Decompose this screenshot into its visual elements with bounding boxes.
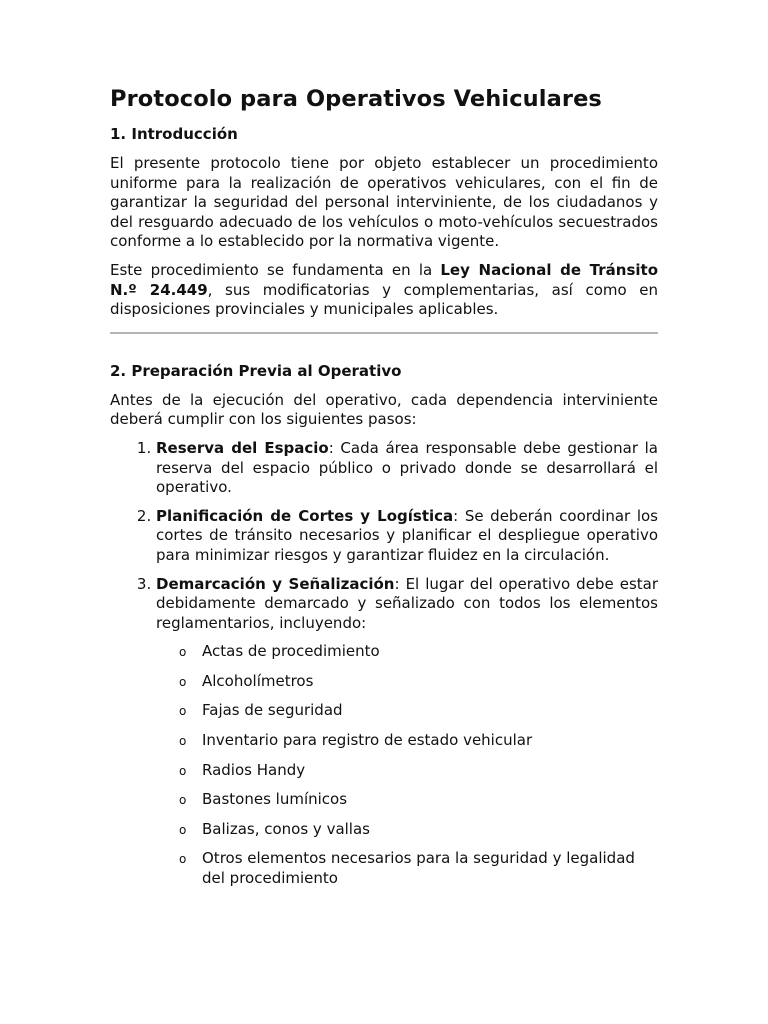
circle-bullet-icon: o bbox=[179, 822, 187, 837]
list-item-text: Fajas de seguridad bbox=[202, 701, 343, 720]
circle-bullet-icon: o bbox=[179, 645, 187, 660]
step-text: : Cada área responsable debe gestionar la reserva del espacio público o privado donde se desarrollará el operativo. bbox=[156, 438, 658, 497]
step-title: Demarcación y Señalización bbox=[156, 574, 395, 593]
list-item-text: Bastones lumínicos bbox=[202, 790, 348, 809]
list-item-text: Inventario para registro de estado vehicular bbox=[202, 731, 533, 750]
law-reference: Ley Nacional de Tránsito N.º 24.449 bbox=[110, 260, 659, 299]
step-text: : El lugar del operativo debe estar debidamente demarcado y señalizado con todos los elementos reglamentarios, incluyendo: bbox=[156, 574, 658, 632]
step-demarcacion-senalizacion bbox=[156, 575, 658, 889]
circle-bullet-icon: o bbox=[179, 763, 187, 778]
section-heading-introduccion: 1. Introducción bbox=[110, 125, 238, 143]
circle-bullet-icon: o bbox=[179, 852, 187, 867]
step-text: : Se deberán coordinar los cortes de tránsito necesarios y planificar el despliegue operativo para minimizar riesgos y garantizar fluidez en la circulación. bbox=[156, 506, 658, 564]
list-item-text: Alcoholímetros bbox=[202, 671, 314, 690]
list-item bbox=[179, 849, 658, 888]
section-heading-preparacion: 2. Preparación Previa al Operativo bbox=[110, 361, 402, 380]
list-item-text: Actas de procedimiento bbox=[202, 642, 380, 661]
legal-basis-text-end: , sus modificatorias y complementarias, así como en disposiciones provinciales y municipales aplicables. bbox=[110, 280, 658, 319]
list-item bbox=[179, 671, 658, 692]
required-elements-list bbox=[156, 642, 658, 888]
list-item bbox=[179, 642, 658, 662]
circle-bullet-icon: o bbox=[179, 704, 187, 719]
section-divider bbox=[110, 332, 658, 334]
step-title: Reserva del Espacio bbox=[156, 438, 329, 457]
step-planificacion-cortes bbox=[156, 507, 658, 566]
step-title: Planificación de Cortes y Logística bbox=[156, 506, 454, 525]
document-title: Protocolo para Operativos Vehiculares bbox=[110, 86, 602, 112]
list-item-text: Balizas, conos y vallas bbox=[202, 819, 370, 838]
circle-bullet-icon: o bbox=[179, 793, 187, 808]
list-item-text: Radios Handy bbox=[202, 760, 306, 779]
legal-basis-paragraph bbox=[110, 261, 658, 320]
legal-basis-text-start: Este procedimiento se fundamenta en la bbox=[110, 260, 441, 279]
step-reserva-espacio bbox=[156, 439, 658, 498]
list-item bbox=[179, 760, 658, 781]
list-item bbox=[179, 790, 658, 810]
circle-bullet-icon: o bbox=[179, 734, 187, 749]
circle-bullet-icon: o bbox=[179, 674, 187, 689]
list-item bbox=[179, 701, 658, 721]
preparation-steps-list bbox=[110, 439, 658, 889]
list-item bbox=[179, 731, 658, 751]
preparation-intro-paragraph: Antes de la ejecución del operativo, cada dependencia interviniente deberá cumplir con los siguientes pasos: bbox=[110, 390, 658, 429]
intro-paragraph: El presente protocolo tiene por objeto establecer un procedimiento uniforme para la realización de operativos vehiculares, con el fin de garantizar la seguridad del personal interviniente, de los ciudadanos y del resguardo adecuado de los vehículos o moto-vehículos secuestrados conforme a lo establecido por la normativa vigente. bbox=[110, 154, 658, 251]
list-item-text: Otros elementos necesarios para la seguridad y legalidad del procedimiento bbox=[202, 849, 635, 888]
list-item bbox=[179, 819, 658, 840]
